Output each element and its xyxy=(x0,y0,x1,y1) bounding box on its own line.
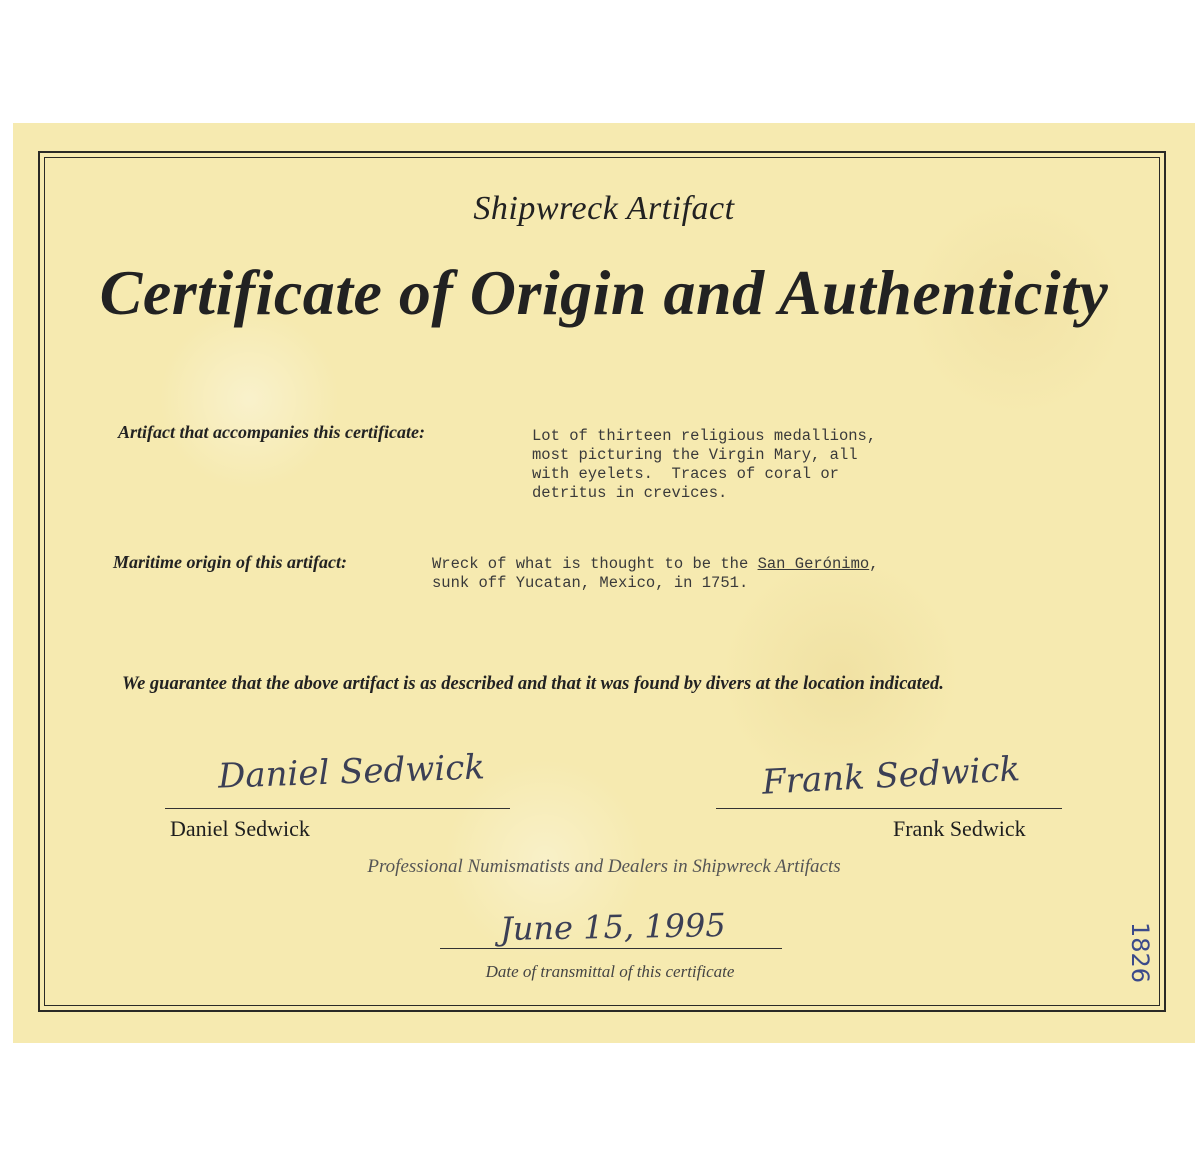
origin-description xyxy=(432,555,879,593)
signature-left: Daniel Sedwick xyxy=(217,747,486,797)
signature-line-right xyxy=(716,808,1062,809)
signatory-name-right: Frank Sedwick xyxy=(893,816,1026,841)
date-line xyxy=(440,948,782,949)
lot-number-mark xyxy=(1120,918,1158,990)
signature-line-left xyxy=(165,808,510,809)
origin-line1-prefix: Wreck of what is thought to be the xyxy=(432,555,758,573)
signatory-name-left: Daniel Sedwick xyxy=(170,816,310,841)
certificate-subtitle: Shipwreck Artifact xyxy=(473,190,735,227)
artifact-label: Artifact that accompanies this certificate: xyxy=(118,422,425,442)
lot-number: 1826 xyxy=(1126,922,1154,984)
professional-tagline: Professional Numismatists and Dealers in Shipwreck Artifacts xyxy=(367,856,841,877)
origin-line2: sunk off Yucatan, Mexico, in 1751. xyxy=(432,574,749,592)
certificate-title: Certificate of Origin and Authenticity xyxy=(99,257,1109,328)
signature-right: Frank Sedwick xyxy=(761,749,1022,803)
origin-label: Maritime origin of this artifact: xyxy=(113,552,348,572)
handwritten-date: June 15, 1995 xyxy=(499,906,726,948)
origin-ship-name: San Gerónimo xyxy=(757,555,870,573)
origin-line1-suffix: , xyxy=(869,555,879,573)
guarantee-statement: We guarantee that the above artifact is as described and that it was found by divers at the location indicated. xyxy=(122,674,944,694)
artifact-description: Lot of thirteen religious medallions, most picturing the Virgin Mary, all with eyelets. Traces of coral or detritus in crevices. xyxy=(532,427,877,502)
date-label: Date of transmittal of this certificate xyxy=(485,962,735,981)
